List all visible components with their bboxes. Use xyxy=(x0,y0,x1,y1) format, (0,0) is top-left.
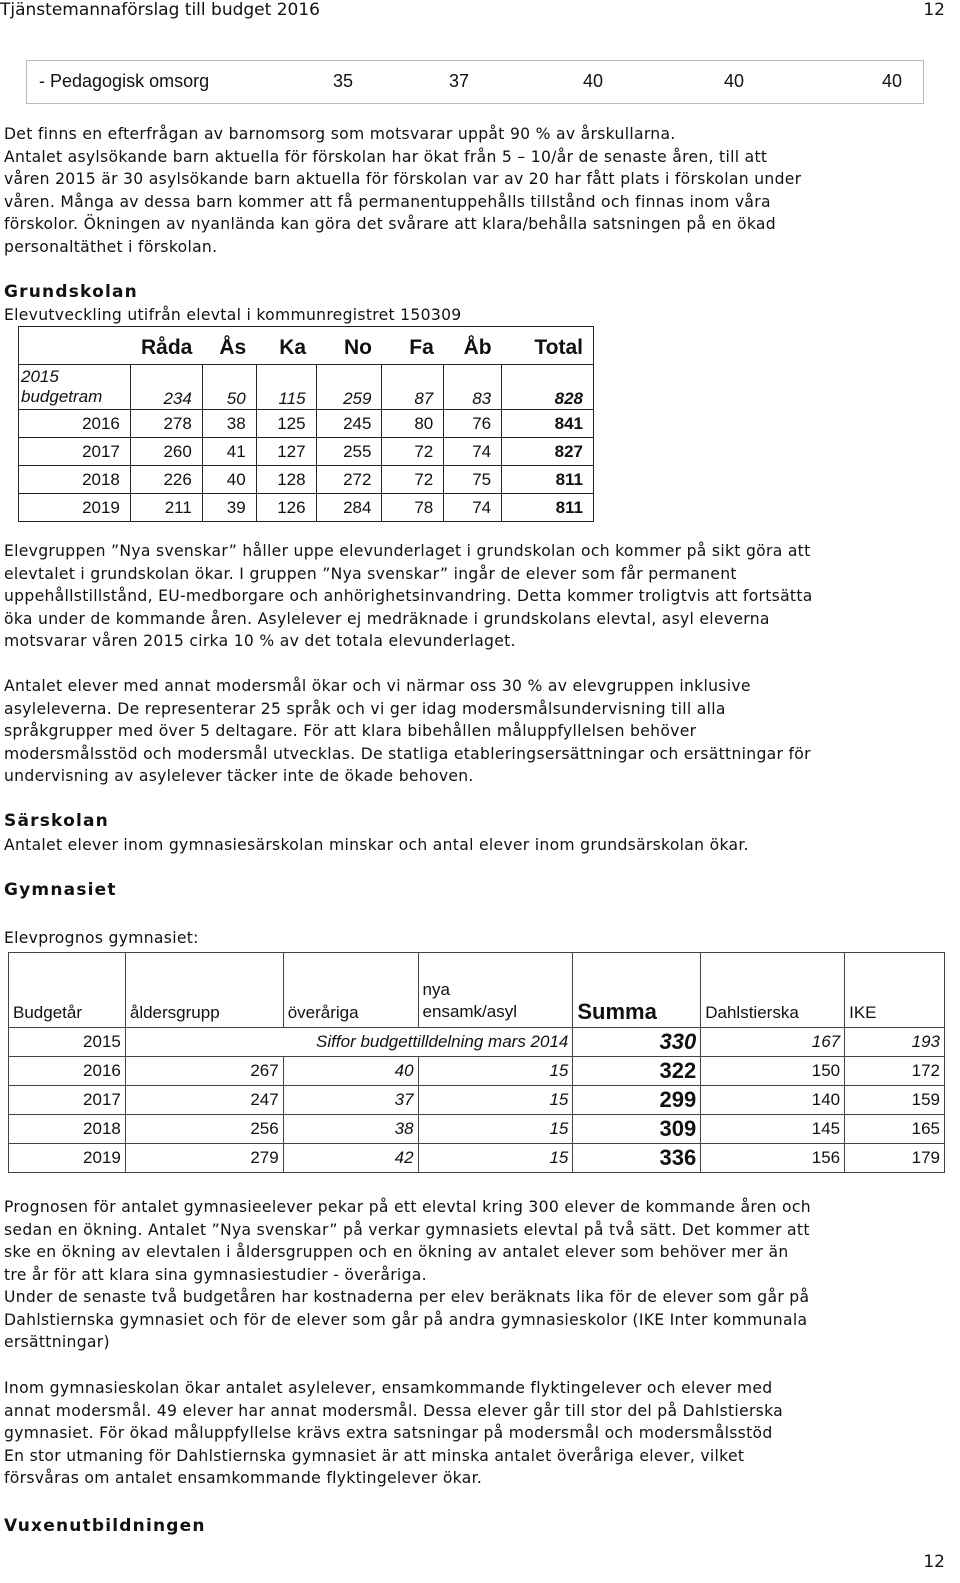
year-cell: 2016 xyxy=(9,1057,126,1086)
aldersgrupp-cell: 247 xyxy=(125,1086,283,1115)
text-line: uppehållstillstånd, EU-medborgare och anhörighetsinvandring. Detta kommer troligtvis att fortsätta xyxy=(4,587,813,605)
sarskolan-heading: Särskolan xyxy=(4,811,109,831)
overariga-cell: 40 xyxy=(283,1057,418,1086)
text-line: asyleleverna. De representerar 25 språk och vi ger idag modersmålsundervisning till alla xyxy=(4,699,726,718)
text-line: Prognosen för antalet gymnasieelever pekar på ett elevtal kring 300 elever de kommande åren och xyxy=(4,1198,811,1216)
grundskolan-heading: Grundskolan xyxy=(4,282,138,302)
vuxenutbildningen-heading: Vuxenutbildningen xyxy=(4,1516,206,1536)
text-line: motsvarar våren 2015 cirka 10 % av det totala elevunderlaget. xyxy=(4,632,516,650)
text-line: modersmålsstöd och modersmål utvecklas. De statliga etableringsersättningar och ersättningar för xyxy=(4,744,811,763)
table-row xyxy=(19,466,594,494)
ike-cell: 172 xyxy=(845,1057,945,1086)
column-header: Budgetår xyxy=(9,953,126,1028)
row-label-line: 2015 xyxy=(21,367,59,386)
inom-gymnasieskolan-paragraph xyxy=(4,1377,954,1490)
table-cell: 72 xyxy=(382,466,444,494)
text-line: Antalet asylsökande barn aktuella för förskolan har ökat från 5 – 10/år de senaste åren, till att xyxy=(4,147,768,166)
table-row xyxy=(9,1086,945,1115)
text-line: språkgrupper med över 5 deltagare. För att klara bibehållen måluppfyllelsen behöver xyxy=(4,722,697,740)
column-header: Åb xyxy=(463,335,492,359)
overariga-cell: 38 xyxy=(283,1115,418,1144)
summa-cell: 322 xyxy=(573,1057,701,1086)
nya-cell: 15 xyxy=(418,1086,573,1115)
column-header: Dahlstierska xyxy=(701,953,845,1028)
column-header: No xyxy=(343,335,372,359)
value-cell: 40 xyxy=(724,71,745,91)
total-cell: 811 xyxy=(502,494,594,522)
text-line: Dahlstiernska gymnasiet och för de elever som går på andra gymnasieskolor (IKE Inter kommunala xyxy=(4,1310,808,1329)
row-label: 2017 xyxy=(19,438,131,466)
text-line: Det finns en efterfrågan av barnomsorg som motsvarar uppåt 90 % av årskullarna. xyxy=(4,125,676,143)
dahlstierska-cell: 167 xyxy=(701,1028,845,1057)
pedagogisk-omsorg-row xyxy=(26,60,924,104)
text-line: tre år för att klara sina gymnasiestudier - överåriga. xyxy=(4,1265,427,1284)
text-line: våren. Många av dessa barn kommer att få permanentuppehålls tillstånd och finnas inom våra xyxy=(4,192,771,211)
text-line: förskolor. Ökningen av nyanlända kan göra det svårare att klara/behålla satsningen på en ökad xyxy=(4,215,776,233)
column-header: Fa xyxy=(409,335,434,359)
table-row xyxy=(19,494,594,522)
table-cell: 284 xyxy=(316,494,382,522)
text-line: Under de senaste två budgetåren har kostnaderna per elev beräknats lika för de elever som går på xyxy=(4,1288,810,1306)
text-line: undervisning av asylelever täcker inte de ökade behoven. xyxy=(4,767,474,785)
table-cell: 72 xyxy=(382,438,444,466)
total-cell: 827 xyxy=(502,438,594,466)
header-line: nya xyxy=(422,980,450,999)
table-cell: 76 xyxy=(444,410,502,438)
column-header: IKE xyxy=(845,953,945,1028)
dahlstierska-cell: 145 xyxy=(701,1115,845,1144)
row-label: 2016 xyxy=(19,410,131,438)
gymnasiet-subtitle xyxy=(4,927,199,950)
total-cell: 841 xyxy=(502,410,594,438)
row-label xyxy=(19,365,131,410)
row-label: 2018 xyxy=(19,466,131,494)
text-line: sedan en ökning. Antalet ”Nya svenskar” på verkar gymnasiets elevtal på två sätt. Det kommer att xyxy=(4,1220,810,1239)
table-cell: 126 xyxy=(256,494,316,522)
ike-cell: 159 xyxy=(845,1086,945,1115)
year-cell: 2018 xyxy=(9,1115,126,1144)
text-line: gymnasiet. För ökad måluppfyllelse krävs extra satsningar på modersmål och modersmålsstöd xyxy=(4,1424,773,1442)
year-cell: 2015 xyxy=(9,1028,126,1057)
aldersgrupp-cell: 279 xyxy=(125,1144,283,1173)
value-cell: 40 xyxy=(882,71,903,91)
text-line: Antalet elever med annat modersmål ökar och vi närmar oss 30 % av elevgruppen inklusive xyxy=(4,677,751,695)
header-line: ensamk/asyl xyxy=(422,1002,518,1021)
table-cell: 211 xyxy=(130,494,202,522)
summa-cell: 330 xyxy=(573,1028,701,1057)
modersmal-paragraph xyxy=(4,675,954,788)
value-cell: 40 xyxy=(583,71,604,91)
ike-cell: 165 xyxy=(845,1115,945,1144)
table-row xyxy=(19,438,594,466)
table-header-row xyxy=(19,327,594,365)
column-header: Summa xyxy=(573,953,701,1028)
table-row xyxy=(9,1144,945,1173)
table-cell: 259 xyxy=(316,365,382,410)
total-cell: 828 xyxy=(502,365,594,410)
dahlstierska-cell: 140 xyxy=(701,1086,845,1115)
intro-paragraph xyxy=(4,123,954,258)
text-line: öka under de kommande åren. Asylelever ej medräknade i grundskolans elevtal, asyl eleverna xyxy=(4,609,770,628)
ike-cell: 179 xyxy=(845,1144,945,1173)
overariga-cell: 42 xyxy=(283,1144,418,1173)
table-cell: 255 xyxy=(316,438,382,466)
table-cell: 39 xyxy=(202,494,256,522)
nya-cell: 15 xyxy=(418,1057,573,1086)
text-line: elevtalet i grundskolan ökar. I gruppen ”Nya svenskar” ingår de elever som får permanent xyxy=(4,564,737,583)
dahlstierska-cell: 150 xyxy=(701,1057,845,1086)
table-cell: 272 xyxy=(316,466,382,494)
table-cell: 38 xyxy=(202,410,256,438)
note-cell: Siffor budgettilldelning mars 2014 xyxy=(125,1028,573,1057)
text-line: annat modersmål. 49 elever har annat modersmål. Dessa elever går till stor del på Dahlstierska xyxy=(4,1401,784,1420)
subtitle-text: Elevutveckling utifrån elevtal i kommunregistret 150309 xyxy=(4,306,462,324)
table-row xyxy=(19,410,594,438)
aldersgrupp-cell: 256 xyxy=(125,1115,283,1144)
table-cell: 245 xyxy=(316,410,382,438)
column-header xyxy=(418,953,573,1028)
table-cell: 127 xyxy=(256,438,316,466)
row-label: 2019 xyxy=(19,494,131,522)
column-header: Ås xyxy=(219,335,247,359)
table-cell: 75 xyxy=(444,466,502,494)
text-line: Antalet elever inom gymnasiesärskolan minskar och antal elever inom grundsärskolan ökar. xyxy=(4,836,749,854)
table-row xyxy=(9,1115,945,1144)
text-line: våren 2015 är 30 asylsökande barn aktuella för förskolan var av 20 har fått plats i förskolan under xyxy=(4,170,802,188)
table-cell: 260 xyxy=(130,438,202,466)
gymnasiet-heading: Gymnasiet xyxy=(4,880,117,900)
table-cell: 50 xyxy=(202,365,256,410)
row-label: - Pedagogisk omsorg xyxy=(39,71,210,91)
table-row xyxy=(9,1057,945,1086)
year-cell: 2019 xyxy=(9,1144,126,1173)
prognos-paragraph xyxy=(4,1196,954,1354)
footer-page-number: 12 xyxy=(923,1552,945,1572)
table-cell: 87 xyxy=(382,365,444,410)
table-cell: 115 xyxy=(256,365,316,410)
summa-cell: 309 xyxy=(573,1115,701,1144)
nya-cell: 15 xyxy=(418,1144,573,1173)
table-cell: 226 xyxy=(130,466,202,494)
ike-cell: 193 xyxy=(845,1028,945,1057)
table-cell: 74 xyxy=(444,438,502,466)
text-line: personaltäthet i förskolan. xyxy=(4,237,218,256)
table-cell: 74 xyxy=(444,494,502,522)
grundskolan-subtitle xyxy=(4,304,462,327)
gymnasiet-table xyxy=(8,952,945,1173)
text-line: försvåras om antalet ensamkommande flyktingelever ökar. xyxy=(4,1469,483,1487)
text-line: Inom gymnasieskolan ökar antalet asylelever, ensamkommande flyktingelever och elever med xyxy=(4,1379,773,1397)
dahlstierska-cell: 156 xyxy=(701,1144,845,1173)
table-cell: 41 xyxy=(202,438,256,466)
row-label-line: budgetram xyxy=(21,387,103,406)
overariga-cell: 37 xyxy=(283,1086,418,1115)
column-header: Total xyxy=(534,335,583,359)
text-line: ske en ökning av elevtalen i åldersgruppen och en ökning av antalet elever som behöver mer än xyxy=(4,1243,789,1261)
aldersgrupp-cell: 267 xyxy=(125,1057,283,1086)
table-cell: 234 xyxy=(130,365,202,410)
summa-cell: 336 xyxy=(573,1144,701,1173)
column-header: Ka xyxy=(279,335,307,359)
column-header: överåriga xyxy=(283,953,418,1028)
header-page-number: 12 xyxy=(923,0,945,20)
text-line: Elevgruppen ”Nya svenskar” håller uppe elevunderlaget i grundskolan och kommer på sikt göra att xyxy=(4,542,811,560)
value-cell: 37 xyxy=(449,71,470,91)
table-cell: 128 xyxy=(256,466,316,494)
table-cell: 278 xyxy=(130,410,202,438)
value-cell: 35 xyxy=(333,71,354,91)
document-header-title: Tjänstemannaförslag till budget 2016 xyxy=(0,0,320,20)
table-cell: 83 xyxy=(444,365,502,410)
table-cell: 125 xyxy=(256,410,316,438)
elevgruppen-paragraph xyxy=(4,540,954,653)
table-cell: 78 xyxy=(382,494,444,522)
table-cell: 40 xyxy=(202,466,256,494)
table-row xyxy=(9,1028,945,1057)
summa-cell: 299 xyxy=(573,1086,701,1115)
total-cell: 811 xyxy=(502,466,594,494)
column-header: Råda xyxy=(140,335,193,359)
table-cell: 80 xyxy=(382,410,444,438)
column-header: åldersgrupp xyxy=(125,953,283,1028)
year-cell: 2017 xyxy=(9,1086,126,1115)
text-line: En stor utmaning för Dahlstiernska gymnasiet är att minska antalet överåriga elever, vilket xyxy=(4,1446,745,1465)
text-line: ersättningar) xyxy=(4,1333,110,1351)
subtitle-text: Elevprognos gymnasiet: xyxy=(4,929,199,947)
table-header-row xyxy=(9,953,945,1028)
nya-cell: 15 xyxy=(418,1115,573,1144)
sarskolan-text-block xyxy=(4,834,954,857)
grundskolan-table xyxy=(18,326,594,522)
table-row xyxy=(19,365,594,410)
